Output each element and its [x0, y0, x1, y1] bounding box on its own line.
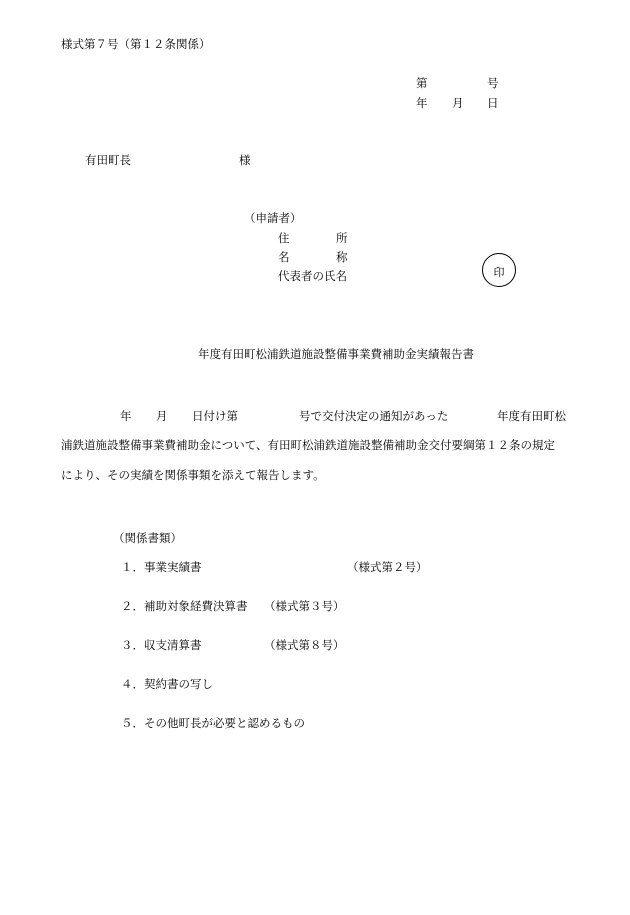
representative-label: 代表者の氏名	[278, 269, 347, 283]
address-label-1: 住	[278, 231, 290, 245]
doc-number-go: 号	[487, 76, 499, 90]
body-date-ref: 日付け第	[192, 409, 238, 423]
name-label-2: 称	[336, 250, 348, 264]
related-doc-form: （様式第８号）	[264, 638, 345, 652]
body-fiscal-year: 年度有田町松	[497, 409, 566, 423]
seal-stamp	[482, 253, 516, 287]
related-doc-item: １．事業実績書	[121, 560, 202, 574]
body-line-3: により、その実績を関係事類を添えて報告します。	[61, 468, 325, 482]
name-label-1: 名	[278, 250, 290, 264]
addressee-title: 有田町長	[85, 153, 131, 167]
seal-text: 印	[493, 265, 505, 279]
related-doc-form: （様式第２号）	[347, 560, 428, 574]
body-number-ref: 号で交付決定の通知があった	[299, 409, 449, 423]
related-doc-item: ３．収支清算書	[121, 638, 202, 652]
body-month: 月	[156, 409, 168, 423]
applicant-heading: （申請者）	[244, 211, 302, 225]
date-month: 月	[452, 96, 464, 110]
related-doc-item: ４．契約書の写し	[121, 677, 213, 691]
related-doc-item: ２．補助対象経費決算書	[121, 599, 248, 613]
date-year: 年	[416, 96, 428, 110]
body-year: 年	[120, 409, 132, 423]
address-label-2: 所	[336, 231, 348, 245]
body-line-2: 浦鉄道施設整備事業費補助金について、有田町松浦鉄道施設整備補助金交付要綱第１２条の規定	[61, 438, 556, 452]
addressee-honorific: 様	[239, 153, 251, 167]
form-number: 様式第７号（第１２条関係）	[61, 37, 211, 51]
related-doc-item: ５．その他町長が必要と認めるもの	[121, 716, 305, 730]
date-day: 日	[487, 96, 499, 110]
doc-number-dai: 第	[416, 76, 428, 90]
document-title: 年度有田町松浦鉄道施設整備事業費補助金実績報告書	[198, 347, 474, 361]
related-doc-form: （様式第３号）	[264, 599, 345, 613]
related-docs-heading: （関係書類）	[113, 531, 182, 545]
